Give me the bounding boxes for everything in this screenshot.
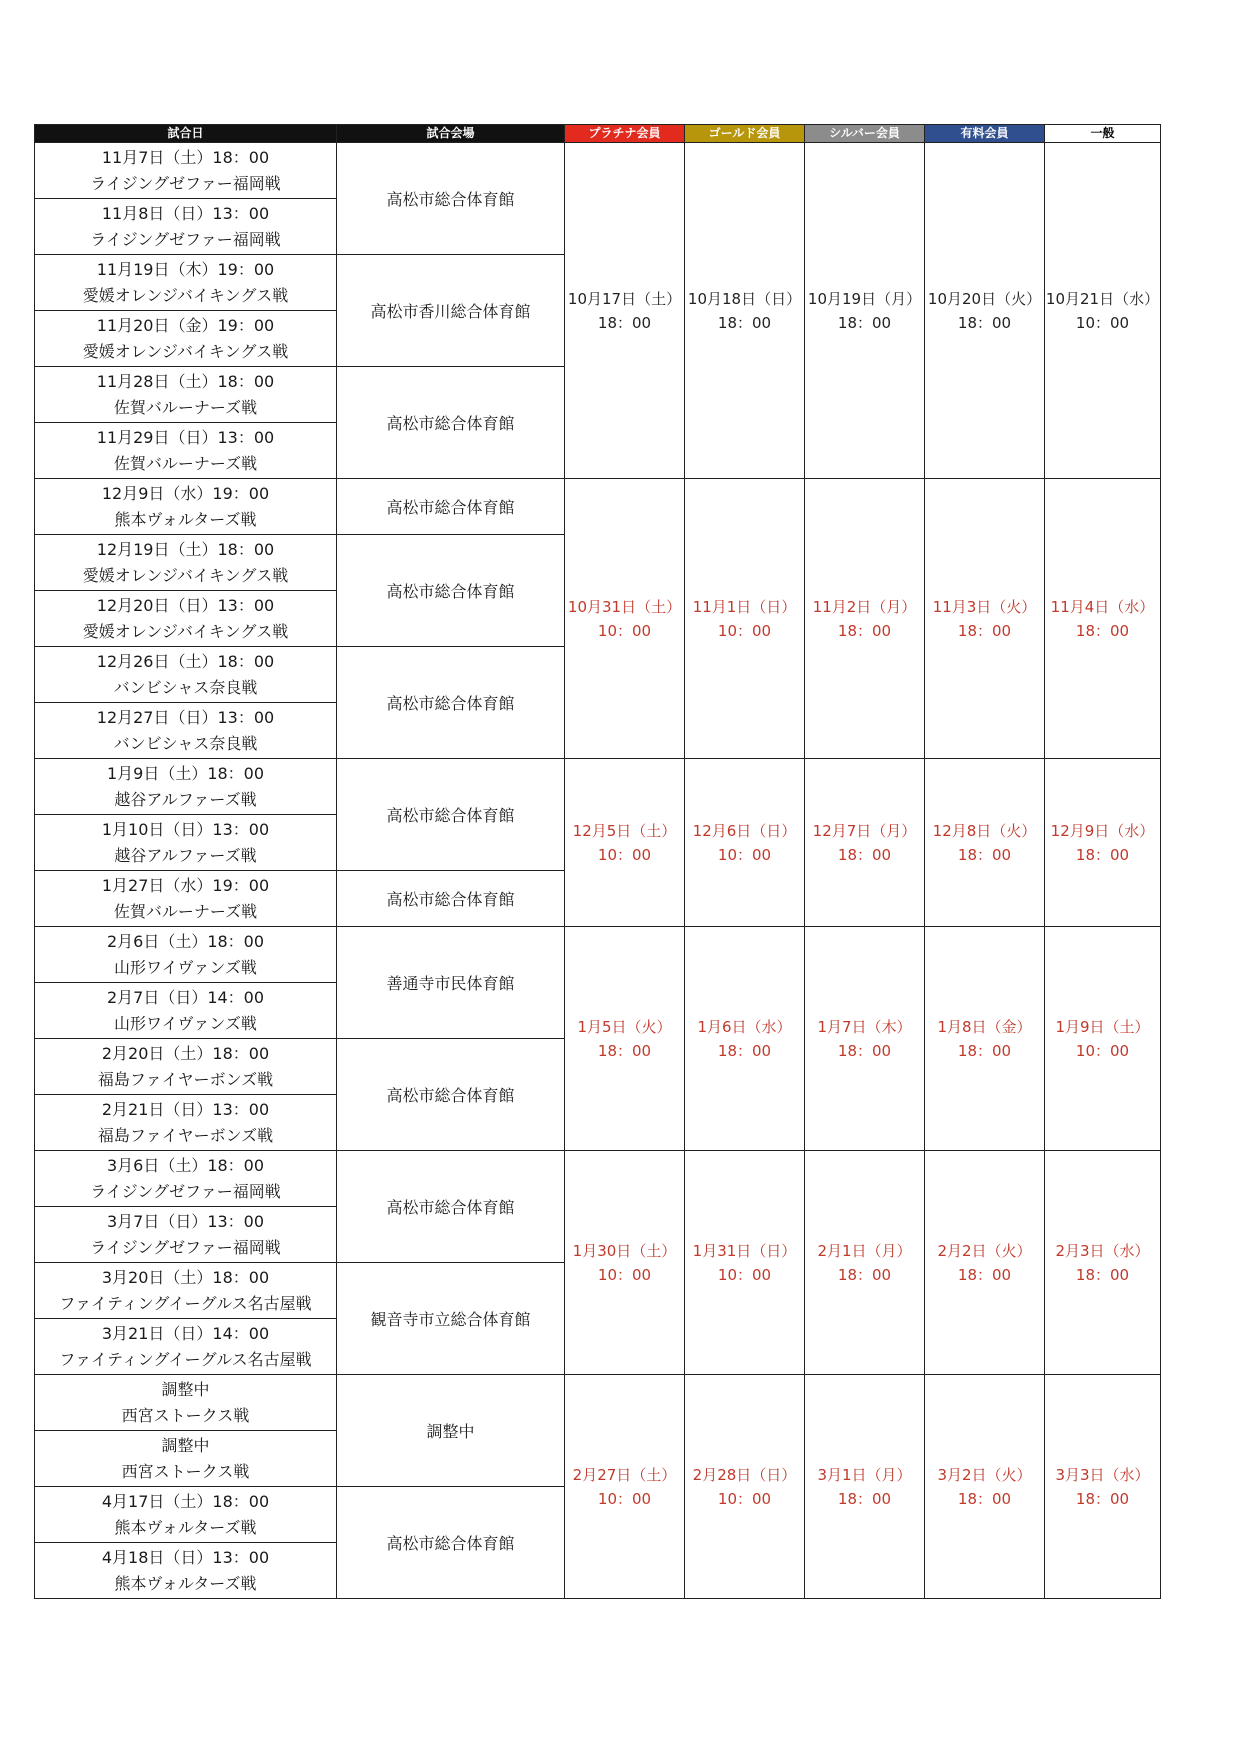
sale-start-gold [685,143,805,479]
game-cell [35,199,337,255]
sale-time: 18：00 [1075,1265,1130,1284]
sale-date: 12月6日（日） [692,821,797,840]
game-opponent: 佐賀バルーナーズ戦 [113,901,258,921]
game-cell [35,1319,337,1375]
game-date: 2月20日（土）18：00 [101,1043,270,1063]
game-date: 4月17日（土）18：00 [101,1491,270,1511]
game-cell [35,983,337,1039]
sale-date: 11月2日（月） [812,597,917,616]
game-date: 2月21日（日）13：00 [101,1099,270,1119]
sale-start-gold [685,927,805,1151]
sale-date: 10月31日（土） [567,597,682,616]
game-date: 11月7日（土）18：00 [101,147,270,167]
sale-time: 18：00 [597,313,652,332]
table-row [35,143,1161,199]
header-tier-gold: ゴールド会員 [685,125,805,143]
sale-start-silver [805,759,925,927]
sale-start-silver [805,479,925,759]
sale-time: 18：00 [1075,1489,1130,1508]
game-date: 11月20日（金）19：00 [96,315,275,335]
sale-date: 10月17日（土） [567,289,682,308]
sale-date: 2月27日（土） [572,1465,677,1484]
sale-start-paid [925,759,1045,927]
game-cell [35,1487,337,1543]
sale-date: 10月18日（日） [687,289,802,308]
game-opponent: 山形ワイヴァンズ戦 [114,957,257,977]
game-date: 11月8日（日）13：00 [101,203,270,223]
sale-time: 10：00 [597,1265,652,1284]
sale-time: 10：00 [597,621,652,640]
sale-start-general [1045,143,1161,479]
game-opponent: 西宮ストークス戦 [121,1461,250,1481]
sale-time: 18：00 [957,621,1012,640]
sale-date: 11月1日（日） [692,597,797,616]
game-cell [35,367,337,423]
sale-date: 1月7日（木） [817,1017,912,1036]
game-opponent: 佐賀バルーナーズ戦 [113,453,258,473]
sale-time: 18：00 [957,1265,1012,1284]
game-cell [35,759,337,815]
sale-time: 10：00 [1075,313,1130,332]
game-opponent: ライジングゼファー福岡戦 [90,1181,281,1201]
game-date: 調整中 [161,1379,210,1399]
sale-time: 10：00 [717,621,772,640]
venue-cell: 高松市総合体育館 [337,1151,565,1263]
sale-start-general [1045,479,1161,759]
venue-cell: 高松市総合体育館 [337,1039,565,1151]
game-date: 12月26日（土）18：00 [96,651,275,671]
game-opponent: 福島ファイヤーボンズ戦 [97,1125,274,1145]
sale-start-gold [685,1151,805,1375]
sale-time: 18：00 [837,1041,892,1060]
game-date: 4月18日（日）13：00 [101,1547,270,1567]
venue-cell: 観音寺市立総合体育館 [337,1263,565,1375]
sale-time: 18：00 [1075,845,1130,864]
game-cell [35,1207,337,1263]
game-cell [35,815,337,871]
game-cell [35,423,337,479]
sale-time: 18：00 [837,845,892,864]
sale-date: 1月31日（日） [692,1241,797,1260]
game-opponent: バンビシャス奈良戦 [113,677,258,697]
game-opponent: 愛媛オレンジバイキングス戦 [82,621,289,641]
table-row [35,1375,1161,1431]
sale-time: 18：00 [837,313,892,332]
header-tier-general: 一般 [1045,125,1161,143]
sale-time: 18：00 [837,621,892,640]
sale-time: 18：00 [957,845,1012,864]
game-opponent: ファイティングイーグルス名古屋戦 [59,1293,312,1313]
sale-time: 10：00 [717,1489,772,1508]
sale-date: 1月9日（土） [1055,1017,1150,1036]
sale-date: 12月7日（月） [812,821,917,840]
sale-time: 10：00 [717,845,772,864]
sale-date: 2月1日（月） [817,1241,912,1260]
sale-start-general [1045,1151,1161,1375]
sale-date: 12月9日（水） [1050,821,1155,840]
game-cell [35,143,337,199]
game-cell [35,591,337,647]
header-tier-silver: シルバー会員 [805,125,925,143]
sale-start-paid [925,1375,1045,1599]
game-opponent: ライジングゼファー福岡戦 [90,173,281,193]
sale-start-paid [925,1151,1045,1375]
sale-start-platinum [565,479,685,759]
sale-date: 11月3日（火） [932,597,1037,616]
sale-start-platinum [565,1151,685,1375]
game-opponent: 佐賀バルーナーズ戦 [113,397,258,417]
sale-date: 3月3日（水） [1055,1465,1150,1484]
game-date: 11月29日（日）13：00 [96,427,275,447]
sale-start-gold [685,759,805,927]
venue-cell: 高松市総合体育館 [337,1487,565,1599]
sale-time: 18：00 [957,1041,1012,1060]
game-cell [35,311,337,367]
game-cell [35,255,337,311]
sale-date: 1月30日（土） [572,1241,677,1260]
ticket-sale-schedule-table [34,124,1161,1599]
sale-date: 12月8日（火） [932,821,1037,840]
sale-start-platinum [565,927,685,1151]
sale-start-platinum [565,1375,685,1599]
venue-cell: 高松市総合体育館 [337,759,565,871]
game-date: 調整中 [161,1435,210,1455]
game-cell [35,1151,337,1207]
game-opponent: 愛媛オレンジバイキングス戦 [82,341,289,361]
venue-cell: 高松市総合体育館 [337,143,565,255]
game-cell [35,1375,337,1431]
game-cell [35,1095,337,1151]
header-tier-platinum: プラチナ会員 [565,125,685,143]
game-opponent: 越谷アルファーズ戦 [114,789,257,809]
venue-cell: 高松市総合体育館 [337,647,565,759]
game-date: 12月20日（日）13：00 [96,595,275,615]
game-cell [35,535,337,591]
sale-time: 10：00 [1075,1041,1130,1060]
sale-time: 18：00 [837,1265,892,1284]
header-venue: 試合会場 [337,125,565,143]
sale-date: 2月3日（水） [1055,1241,1150,1260]
game-opponent: 熊本ヴォルターズ戦 [114,509,257,529]
game-date: 12月27日（日）13：00 [96,707,275,727]
game-date: 2月6日（土）18：00 [106,931,265,951]
game-cell [35,1263,337,1319]
venue-cell: 高松市総合体育館 [337,871,565,927]
game-cell [35,703,337,759]
sale-time: 18：00 [717,1041,772,1060]
sale-start-paid [925,143,1045,479]
sale-time: 10：00 [597,845,652,864]
game-date: 12月9日（水）19：00 [101,483,270,503]
game-date: 12月19日（土）18：00 [96,539,275,559]
sale-date: 2月2日（火） [937,1241,1032,1260]
sale-start-general [1045,927,1161,1151]
sale-start-platinum [565,143,685,479]
sale-time: 18：00 [957,313,1012,332]
sale-date: 1月8日（金） [937,1017,1032,1036]
sale-date: 10月19日（月） [807,289,922,308]
sale-time: 18：00 [1075,621,1130,640]
game-date: 1月9日（土）18：00 [106,763,265,783]
game-date: 1月10日（日）13：00 [101,819,270,839]
sale-start-paid [925,479,1045,759]
table-row [35,1151,1161,1207]
game-cell [35,1431,337,1487]
game-opponent: ライジングゼファー福岡戦 [90,229,281,249]
game-date: 11月28日（土）18：00 [96,371,275,391]
header-tier-paid: 有料会員 [925,125,1045,143]
game-opponent: 山形ワイヴァンズ戦 [114,1013,257,1033]
game-opponent: 愛媛オレンジバイキングス戦 [82,285,289,305]
sale-start-paid [925,927,1045,1151]
game-date: 11月19日（木）19：00 [96,259,275,279]
sale-date: 1月6日（水） [697,1017,792,1036]
game-opponent: ファイティングイーグルス名古屋戦 [59,1349,312,1369]
game-date: 2月7日（日）14：00 [106,987,265,1007]
game-date: 3月6日（土）18：00 [106,1155,265,1175]
game-date: 3月7日（日）13：00 [106,1211,265,1231]
sale-date: 3月2日（火） [937,1465,1032,1484]
game-cell [35,927,337,983]
table-row [35,479,1161,535]
sale-date: 2月28日（日） [692,1465,797,1484]
game-cell [35,1039,337,1095]
sale-start-silver [805,927,925,1151]
game-opponent: ライジングゼファー福岡戦 [90,1237,281,1257]
venue-cell: 高松市総合体育館 [337,367,565,479]
sale-date: 10月20日（火） [927,289,1042,308]
sale-start-general [1045,759,1161,927]
sale-time: 10：00 [717,1265,772,1284]
sale-date: 3月1日（月） [817,1465,912,1484]
game-cell [35,479,337,535]
venue-cell: 調整中 [337,1375,565,1487]
venue-cell: 高松市総合体育館 [337,479,565,535]
sale-date: 12月5日（土） [572,821,677,840]
game-opponent: 熊本ヴォルターズ戦 [114,1517,257,1537]
sale-start-general [1045,1375,1161,1599]
game-date: 3月21日（日）14：00 [101,1323,270,1343]
game-cell [35,1543,337,1599]
game-opponent: バンビシャス奈良戦 [113,733,258,753]
sale-time: 18：00 [957,1489,1012,1508]
sale-time: 10：00 [597,1489,652,1508]
sale-start-silver [805,1375,925,1599]
table-row [35,759,1161,815]
table-row [35,927,1161,983]
sale-start-silver [805,143,925,479]
sale-time: 18：00 [837,1489,892,1508]
venue-cell: 善通寺市民体育館 [337,927,565,1039]
sale-start-gold [685,479,805,759]
game-date: 3月20日（土）18：00 [101,1267,270,1287]
sale-date: 1月5日（火） [577,1017,672,1036]
sale-time: 18：00 [597,1041,652,1060]
game-opponent: 熊本ヴォルターズ戦 [114,1573,257,1593]
sale-date: 10月21日（水） [1045,289,1160,308]
sale-start-platinum [565,759,685,927]
game-opponent: 福島ファイヤーボンズ戦 [97,1069,274,1089]
venue-cell: 高松市香川総合体育館 [337,255,565,367]
sale-start-gold [685,1375,805,1599]
schedule-body [35,143,1161,1599]
sale-start-silver [805,1151,925,1375]
game-date: 1月27日（水）19：00 [101,875,270,895]
game-opponent: 愛媛オレンジバイキングス戦 [82,565,289,585]
game-opponent: 越谷アルファーズ戦 [114,845,257,865]
game-cell [35,871,337,927]
sale-date: 11月4日（水） [1050,597,1155,616]
header-row [35,125,1161,143]
sale-time: 18：00 [717,313,772,332]
header-game-date: 試合日 [35,125,337,143]
game-opponent: 西宮ストークス戦 [121,1405,250,1425]
venue-cell: 高松市総合体育館 [337,535,565,647]
game-cell [35,647,337,703]
